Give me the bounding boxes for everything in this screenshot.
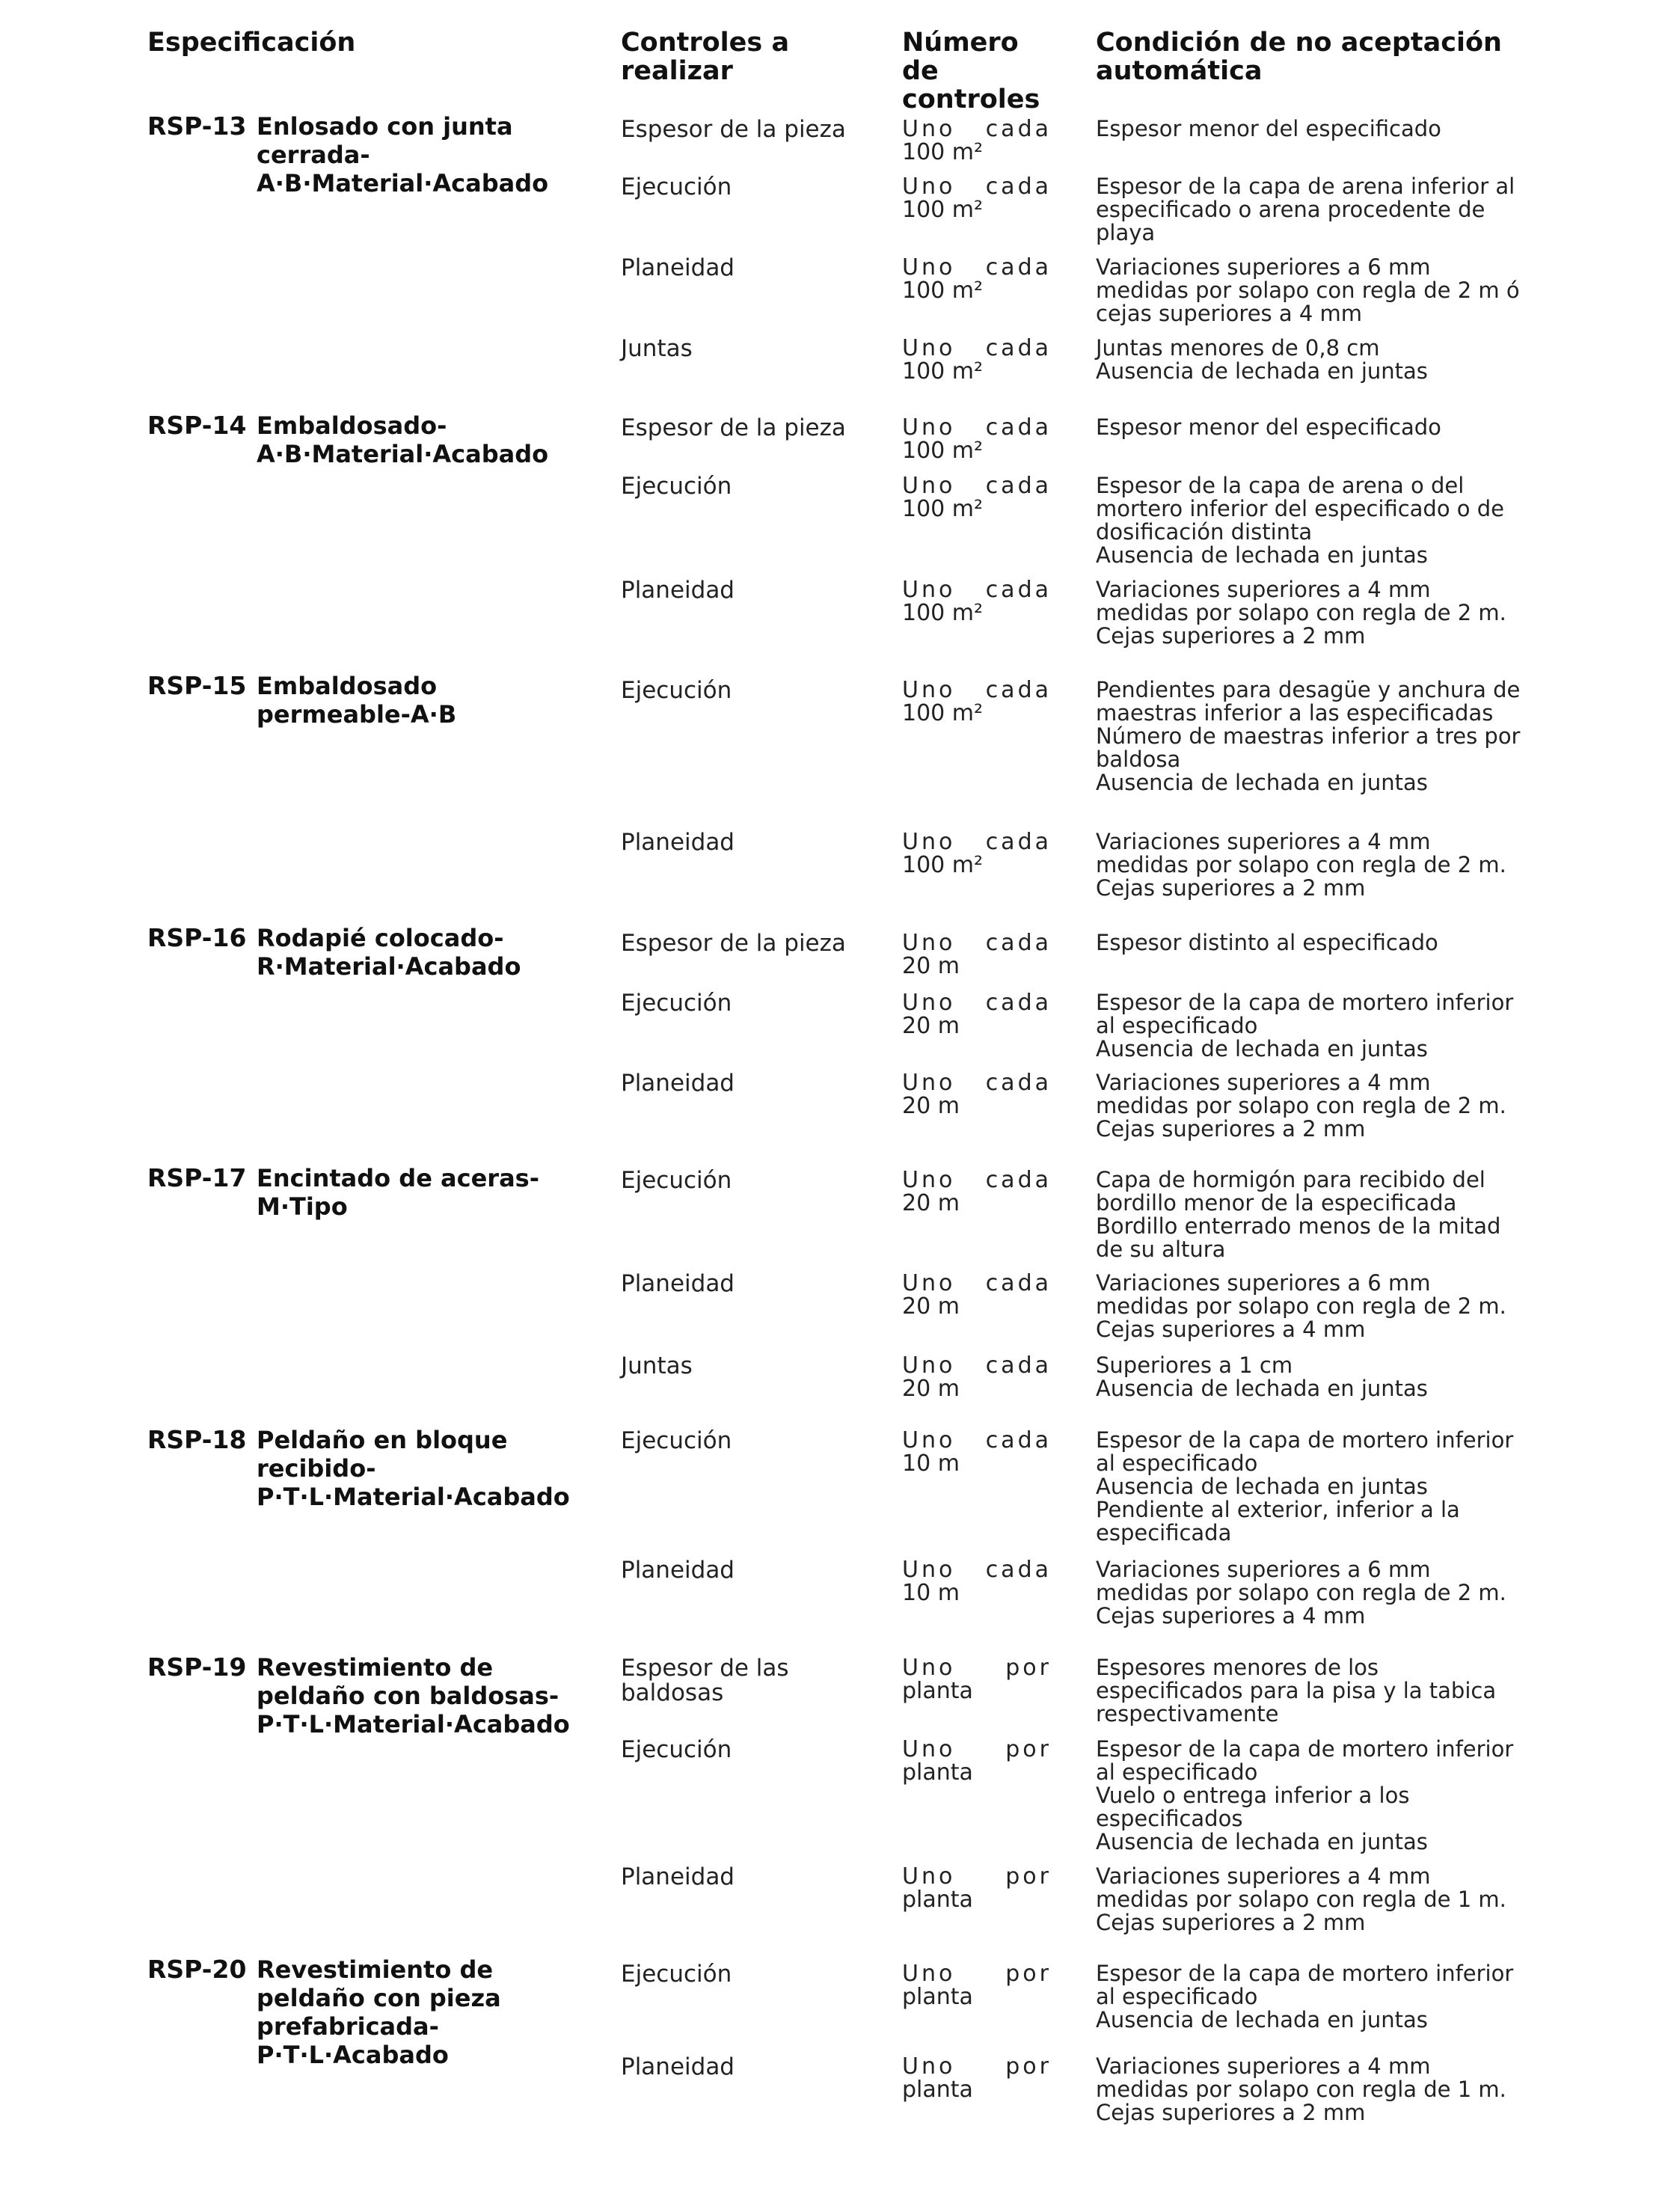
spec-title: Revestimiento de peldaño con pieza prefabricada-P·T·L·Acabado <box>257 1955 501 2069</box>
spec-title: Encintado de aceras-M·Tipo <box>257 1164 539 1221</box>
rejection-condition: Espesor de la capa de mortero inferior al especificado Ausencia de lechada en juntas <box>1096 990 1514 1061</box>
control-name: Planeidad <box>621 254 735 281</box>
control-count <box>902 337 1052 383</box>
control-name: Ejecución <box>621 1736 732 1763</box>
control-name: Planeidad <box>621 1863 735 1890</box>
control-count-frequency: Uno cada <box>902 930 1052 956</box>
rejection-condition: Variaciones superiores a 4 mm medidas por solapo con regla de 2 m. Cejas superiores a 2 mm <box>1096 577 1506 649</box>
control-count-unit: 20 m <box>902 1190 960 1216</box>
control-count-frequency: Uno cada <box>902 990 1052 1016</box>
rejection-condition: Pendientes para desagüe y anchura de maestras inferior a las especificadas Número de maestras inferior a tres por baldosa Ausencia de lechada en juntas <box>1096 677 1521 795</box>
control-count-unit: 100 m² <box>902 496 984 522</box>
control-count <box>902 1865 1052 1911</box>
control-count <box>902 1429 1052 1475</box>
control-name: Ejecución <box>621 677 732 704</box>
control-count-unit: 100 m² <box>902 852 984 878</box>
control-name: Espesor de las baldosas <box>621 1655 789 1706</box>
rejection-condition: Capa de hormigón para recibido del bordillo menor de la especificada Bordillo enterrado menos de la mitad de su altura <box>1096 1167 1501 1262</box>
rejection-condition: Variaciones superiores a 4 mm medidas por solapo con regla de 2 m. Cejas superiores a 2 mm <box>1096 829 1506 901</box>
control-count-frequency: Uno cada <box>902 677 1052 703</box>
control-count <box>902 117 1052 164</box>
control-count <box>902 416 1052 462</box>
rejection-condition: Variaciones superiores a 4 mm medidas por solapo con regla de 2 m. Cejas superiores a 2 mm <box>1096 1070 1506 1142</box>
control-count <box>902 578 1052 625</box>
control-count <box>902 830 1052 877</box>
control-count-unit: 100 m² <box>902 358 984 385</box>
spec-title: Peldaño en bloque recibido-P·T·L·Material·Acabado <box>257 1426 570 1511</box>
spec-code: RSP-16 <box>147 923 247 952</box>
control-count-frequency: Uno por <box>902 1961 1052 1987</box>
spec-code: RSP-17 <box>147 1163 247 1192</box>
control-name: Ejecución <box>621 1961 732 1988</box>
control-count <box>902 1168 1052 1215</box>
spec-code: RSP-13 <box>147 111 247 141</box>
control-count-frequency: Uno cada <box>902 1427 1052 1453</box>
control-count-unit: 100 m² <box>902 197 984 223</box>
control-count-frequency: Uno por <box>902 1655 1052 1681</box>
control-name: Ejecución <box>621 1167 732 1194</box>
control-count-frequency: Uno cada <box>902 1167 1052 1193</box>
control-count-frequency: Uno cada <box>902 174 1052 200</box>
control-count-unit: 100 m² <box>902 438 984 464</box>
control-name: Juntas <box>621 1352 693 1379</box>
control-name: Planeidad <box>621 2053 735 2080</box>
control-count-frequency: Uno cada <box>902 414 1052 441</box>
control-name: Ejecución <box>621 1427 732 1454</box>
control-count <box>902 1071 1052 1118</box>
control-count-unit: 100 m² <box>902 278 984 304</box>
control-count-unit: 100 m² <box>902 700 984 726</box>
control-count-unit: 100 m² <box>902 600 984 626</box>
control-count-frequency: Uno por <box>902 1736 1052 1762</box>
control-count-unit: planta <box>902 2077 973 2103</box>
control-count <box>902 931 1052 978</box>
spec-title: Revestimiento de peldaño con baldosas-P·T·L·Material·Acabado <box>257 1653 570 1738</box>
control-name: Planeidad <box>621 1557 735 1584</box>
rejection-condition: Variaciones superiores a 4 mm medidas por solapo con regla de 1 m. Cejas superiores a 2 mm <box>1096 1863 1506 1935</box>
control-count-frequency: Uno cada <box>902 1270 1052 1296</box>
control-count-frequency: Uno por <box>902 2053 1052 2080</box>
control-count <box>902 1354 1052 1400</box>
control-count-unit: planta <box>902 1984 973 2010</box>
control-count-frequency: Uno cada <box>902 829 1052 855</box>
control-name: Espesor de la pieza <box>621 930 846 957</box>
control-name: Ejecución <box>621 473 732 500</box>
control-name: Planeidad <box>621 829 735 856</box>
header-condition: Condición de no aceptación automática <box>1096 28 1502 86</box>
rejection-condition: Espesor de la capa de arena inferior al especificado o arena procedente de playa <box>1096 174 1515 245</box>
control-count-unit: planta <box>902 1887 973 1913</box>
control-count <box>902 175 1052 221</box>
control-count-unit: 10 m <box>902 1580 960 1606</box>
rejection-condition: Juntas menores de 0,8 cm Ausencia de lechada en juntas <box>1096 335 1428 384</box>
rejection-condition: Espesor de la capa de mortero inferior al especificado Ausencia de lechada en juntas <box>1096 1961 1514 2032</box>
spec-code: RSP-20 <box>147 1955 247 1984</box>
control-count-unit: 100 m² <box>902 139 984 165</box>
control-count-unit: 20 m <box>902 1376 960 1402</box>
rejection-condition: Espesor menor del especificado <box>1096 116 1441 141</box>
control-count-frequency: Uno cada <box>902 116 1052 142</box>
control-count <box>902 474 1052 521</box>
control-count-frequency: Uno por <box>902 1863 1052 1890</box>
spec-title: Rodapié colocado-R·Material·Acabado <box>257 924 521 981</box>
control-count <box>902 1656 1052 1703</box>
control-count-frequency: Uno cada <box>902 254 1052 281</box>
header-controls: Controles a realizar <box>621 28 790 86</box>
control-count <box>902 256 1052 302</box>
control-count-frequency: Uno cada <box>902 335 1052 361</box>
spec-title: Enlosado con junta cerrada-A·B·Material·Acabado <box>257 112 549 197</box>
control-count <box>902 1738 1052 1784</box>
rejection-condition: Variaciones superiores a 4 mm medidas por solapo con regla de 1 m. Cejas superiores a 2 mm <box>1096 2053 1506 2125</box>
spec-title: Embaldosado-A·B·Material·Acabado <box>257 411 549 468</box>
control-count-frequency: Uno cada <box>902 1557 1052 1583</box>
rejection-condition: Espesor distinto al especificado <box>1096 930 1438 955</box>
rejection-condition: Espesor de la capa de arena o del mortero inferior del especificado o de dosificación distinta Ausencia de lechada en juntas <box>1096 473 1505 568</box>
rejection-condition: Superiores a 1 cm Ausencia de lechada en juntas <box>1096 1352 1428 1401</box>
rejection-condition: Variaciones superiores a 6 mm medidas por solapo con regla de 2 m ó cejas superiores a 4 mm <box>1096 254 1520 326</box>
spec-title: Embaldosado permeable-A·B <box>257 672 457 729</box>
control-name: Ejecución <box>621 990 732 1017</box>
spec-code: RSP-19 <box>147 1652 247 1682</box>
control-count <box>902 1558 1052 1605</box>
spec-code: RSP-18 <box>147 1425 247 1454</box>
control-count-frequency: Uno cada <box>902 1352 1052 1379</box>
rejection-condition: Espesor de la capa de mortero inferior al especificado Vuelo o entrega inferior a los especificados Ausencia de lechada en juntas <box>1096 1736 1514 1854</box>
control-count-unit: 20 m <box>902 1013 960 1039</box>
control-name: Planeidad <box>621 1270 735 1297</box>
control-count-frequency: Uno cada <box>902 577 1052 603</box>
control-count-unit: 20 m <box>902 953 960 979</box>
spec-code: RSP-15 <box>147 671 247 700</box>
control-name: Ejecución <box>621 174 732 200</box>
control-count-unit: planta <box>902 1759 973 1786</box>
control-name: Espesor de la pieza <box>621 116 846 143</box>
control-count-frequency: Uno cada <box>902 473 1052 499</box>
control-count <box>902 1962 1052 2009</box>
control-count-unit: planta <box>902 1678 973 1704</box>
control-name: Planeidad <box>621 1070 735 1097</box>
spec-code: RSP-14 <box>147 411 247 440</box>
header-number: Número de controles <box>902 28 1040 114</box>
control-name: Espesor de la pieza <box>621 414 846 441</box>
control-count <box>902 1272 1052 1318</box>
control-count <box>902 678 1052 725</box>
rejection-condition: Variaciones superiores a 6 mm medidas por solapo con regla de 2 m. Cejas superiores a 4 mm <box>1096 1557 1506 1629</box>
control-count-unit: 10 m <box>902 1450 960 1477</box>
rejection-condition: Variaciones superiores a 6 mm medidas por solapo con regla de 2 m. Cejas superiores a 4 mm <box>1096 1270 1506 1342</box>
rejection-condition: Espesor menor del especificado <box>1096 414 1441 440</box>
control-count <box>902 2055 1052 2101</box>
control-count-frequency: Uno cada <box>902 1070 1052 1096</box>
control-count <box>902 991 1052 1038</box>
rejection-condition: Espesores menores de los especificados para la pisa y la tabica respectivamente <box>1096 1655 1497 1727</box>
control-count-unit: 20 m <box>902 1293 960 1320</box>
control-name: Juntas <box>621 335 693 362</box>
rejection-condition: Espesor de la capa de mortero inferior al especificado Ausencia de lechada en juntas Pendiente al exterior, inferior a la especificada <box>1096 1427 1514 1545</box>
control-count-unit: 20 m <box>902 1093 960 1119</box>
control-name: Planeidad <box>621 577 735 604</box>
header-spec: Especificación <box>147 28 356 58</box>
